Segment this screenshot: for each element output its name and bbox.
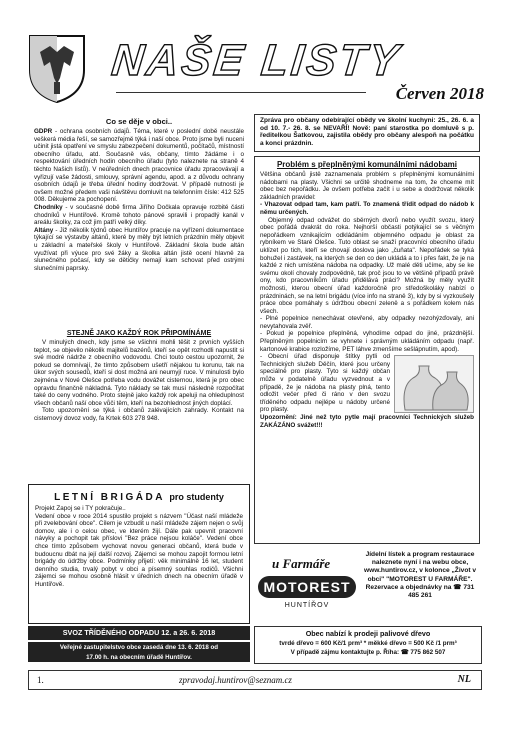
masthead (26, 26, 488, 112)
waste-collection-band (28, 626, 250, 640)
masthead-edition: Červen 2018 (395, 84, 484, 103)
chodniky-text: - v současné době firma Jiřího Dočkala opravuje rozbité části chodníků v Huntířově. Kromě tohoto pánové spravili i propadlý kanál v areálu školky, za což jim patří velký díky. (34, 203, 244, 227)
news-gdpr (34, 128, 244, 204)
waste-collection-title: SVOZ TŘÍDĚNÉHO ODPADU 12. a 26. 6. 2018 (62, 628, 216, 637)
trash-bag-icon (395, 356, 473, 412)
footer-email[interactable]: zpravodaj.huntirov@seznam.cz (179, 675, 292, 685)
chodniky-label: Chodníky (34, 203, 63, 211)
news-altany (34, 227, 244, 273)
altany-text: - Již několik týdnů obec Huntířov pracuje na vyřízení dokumentace týkající se výstavby altánů, které by měly být letních prázdnin měly objevit u základní a mateřské školy v Huntířově. Základní škola bude altán využívat při výuce pro své žáky a školka altán jistě ocení hlavně za slunečného počasí, kdy se dětičky nemají kam schovat před ostrými slunečními paprsky. (34, 226, 244, 272)
water-article (28, 328, 250, 478)
brigade-heading (35, 487, 243, 505)
water-p2: Toto upozornění se týká i občanů zalévajících zahrady. Kontakt na cisternový dovoz vody, fa Krtek 603 278 948. (34, 407, 244, 422)
motorest-brand-top: u Farmáře (272, 556, 331, 571)
lunch-text: Zpráva pro občany odebírající obědy ve školní kuchyni: 25., 26. 6. a od 10. 7.- 26. 8. se NEVAŘÍ! Nově: paní starostka po domluvě s p. ředitelkou Šatkovou, zajistila obědy pro občany alespoň na počátku a konci prázdnin. (260, 117, 474, 147)
motorest-brand: MOTOREST (263, 579, 351, 595)
masthead-title: NAŠE LISTY (109, 36, 404, 85)
water-title: STEJNĚ JAKO KAŽDÝ ROK PŘIPOMÍNÁME (66, 330, 212, 337)
council-line-1: Veřejné zastupitelstvo obce zasedá dne 13. 6. 2018 od (59, 644, 219, 651)
motorest-text: Jídelní lístek a program restaurace naleznete nyní i na webu obce, www.huntirov.cz, v kolonce „Život v obci" "MOTOREST U FARMÁŘE". Rezervace a objednávky na ☎ 731 485 261 (363, 551, 477, 600)
waste-rule-4: - Obecní úřad disponuje štítky pytli od Technických služeb Děčín, které jsou určeny speciálně pro plasty. Tyto si každý občan může v podatelně úřadu vyzvednout a v případě, že je nádoba na plasty plná, tento odložit večer před či ráno v den svozu tříděného odpadu nejlépe u nádoby určené pro plasty. (260, 353, 390, 414)
gdpr-label: GDPR (34, 128, 53, 135)
warning-label: Upozornění: (260, 414, 297, 421)
altany-label: Altány (34, 226, 54, 234)
masthead-rule (116, 92, 366, 93)
news-chodniky (34, 204, 244, 227)
waste-bulky: Objemný odpad odvážet do sběrných dvorů nebo využít svozu, který obec pořádá dvakrát do roka. Nejhorší občasti potýkající se s věčným nepořádkem vznikajícím odkládáním objemného odpadu je oblast za rybníkem ve Staré Olešce. Tuto oblast se snaží pracovníci obecního úřadu uklízet po tich, kteří se chovají doslova jako „čuňata". Nepořádek se tyká bohužel i zastávek, na kterých se den co den ukládá a to i přes fakt, že je na každé z nich umístěna nádoba na odpadky. Už malé děti učíme, aby se ke svému okolí chovaly zodpovědně, tak proč jsou to ve většině případů právě ony, kdo pracovníkům úřadu přidělává práci? Možná by měly využít možnosti, kterou obecní úřad každoročně pro středoškoláky nabízí o prázdninách, se na letní brigádu (více info na straně 3), kdy by si vyzkoušely práce obce pomáhaly s údržbou obecní zeleně a s pořádkem kolem nás všech. (260, 216, 474, 315)
lunch-notice (254, 114, 480, 152)
warning-text: Jiné než tyto pytle mají pracovníci Technických služeb ZAKÁZÁNO svážet!!! (260, 414, 474, 429)
waste-rule-3: - Pokud je popelnice přeplněná, vyhodíme odpad do jiné, prázdnější. Přeplněným popelnicím se vyhnete i správným ukládáním odpadu (např. kartonové krabice rozložíme, PET láhve zmenšíme sešlápnutím, apod). (260, 330, 474, 353)
waste-rule-1: - Vhazovat odpad tam, kam patří. To znamená třídit odpad do nádob k němu určených. (260, 201, 474, 216)
bag-photo (394, 355, 474, 413)
water-p1: V minulých dnech, kdy jsme se všichni mohli těšit z prvních vyšších teplot, se objevilo několik majitelů bazénů, kteří se opět rozhodli napustit si své modré nádrže z obecního vodovodu. Chci touto cestou upozornit, že pokud se domnívají, že tímto způsobem ušetří nějakou tu korunu, tak na úkor svých sousedů, kteří si dost možná ani neumyjí ruce. V minulosti bylo zejména v Nové Olešce potřeba vodu dovážet cisternou, která je pro obec opravdu finančně nákladná. Tyto náklady se tak musí následně rozpočítat také do ceny vodného. Proto stejně jako každý rok apeluji na ohleduplnost všech občanů naší obce vůči těm, kteří na bezohlednost jiných doplácí. (34, 339, 244, 407)
gdpr-text: - ochrana osobních údajů. Téma, které v poslední době neustále veškerá média řeší, se samozřejmě týká i naší obce. Proto jsme byli nuceni učinit jistá opatření ve smyslu zabezpečení dokumentů, počítačů, místností obecního úřadu, atd. Současně vás, občany, tímto žádáme i o respektování úředních hodin obecního úřadu (tyto naleznete na straně 4 těchto Našich listů). V neúředních dnech pracovnice úřadu zpracovávají a vyřizují vaše žádosti, smlouvy, správní agendu, apod. a z důvodu ochrany osobních údajů je třeba úřední hodiny dodržovat. V případě nutnosti je ovšem možné předem vaši návštěvu domluvit na telefonním čísle: 412 525 008. Děkujeme za pochopení. (34, 128, 245, 204)
page-number: 1. (37, 675, 44, 685)
brigade-subtitle: pro studenty (169, 492, 224, 502)
waste-intro: Většina občanů jistě zaznamenala problém s přeplněnými komunálními nádobami na plasty. Všichni se určitě shodneme na tom, že chceme mít obec bez nepořádku. Je ovšem potřeba začít i u sebe a dodržovat několik základních pravidel: (260, 171, 474, 201)
brigade-title: LETNÍ BRIGÁDA (54, 492, 165, 503)
motorest-logo (258, 556, 356, 620)
brigade-intro: Projekt Zapoj se i TY pokračuje.. (35, 505, 126, 512)
news-title: Co se děje v obci.. (105, 117, 173, 126)
firewood-contact: V případě zájmu kontaktujte p. Říha: ☎ 775 862 507 (290, 649, 446, 656)
coat-of-arms-icon (26, 32, 88, 104)
news-box (28, 114, 250, 324)
waste-article (254, 156, 480, 544)
council-line-2: 17.00 h. na obecním úřadě Huntířov. (86, 653, 192, 661)
footer-initials: NL (457, 674, 471, 685)
brigade-box (28, 484, 250, 624)
firewood-box (254, 626, 482, 664)
motorest-brand-bottom: HUNTÍŘOV (284, 602, 330, 609)
firewood-title: Obec nabízí k prodeji palivové dřevo (305, 629, 431, 638)
brigade-body: Vedení obce v roce 2014 spustilo projekt s názvem "Účast naší mládeže při zvelebování obce". Cílem je vzbudit u naší mládeže zájem nejen o svůj domov, ale i o celou obec, ve kterém žijí. Dále pak upevnit pracovní návyky a pochopit tak příslovi "Bez práce nejsou koláče". Vedení obce chce tímto způsobem vychovat novou generaci občanů, která bude v budoucnu dbát na její další rozvoj. Zájemci se mohou zapojit formou letní brigády do údržby obce. Podmínky přijetí: věk minimálně 16 let, student denního studia, trvalý pobyt v obci a písemný souhlas rodičů. Všichni zájemci se mohou osobně hlásit v úředních dnech na obecním úřadě v Huntířově. (35, 512, 243, 588)
waste-warning (260, 414, 474, 429)
waste-rule-2: - Plné popelnice nenechávat otevřené, aby odpadky nezohýzďovaly, ani nevytahovala zvěř. (260, 315, 474, 330)
council-band (28, 642, 250, 662)
waste-title: Problém s přeplněnými komunálními nádobami (276, 160, 458, 169)
footer (28, 670, 482, 690)
firewood-prices: tvrdé dřevo = 600 Kč/1 prm³ * měkké dřevo = 500 Kč /1 prm³ (279, 640, 457, 647)
motorest-info (358, 550, 482, 622)
